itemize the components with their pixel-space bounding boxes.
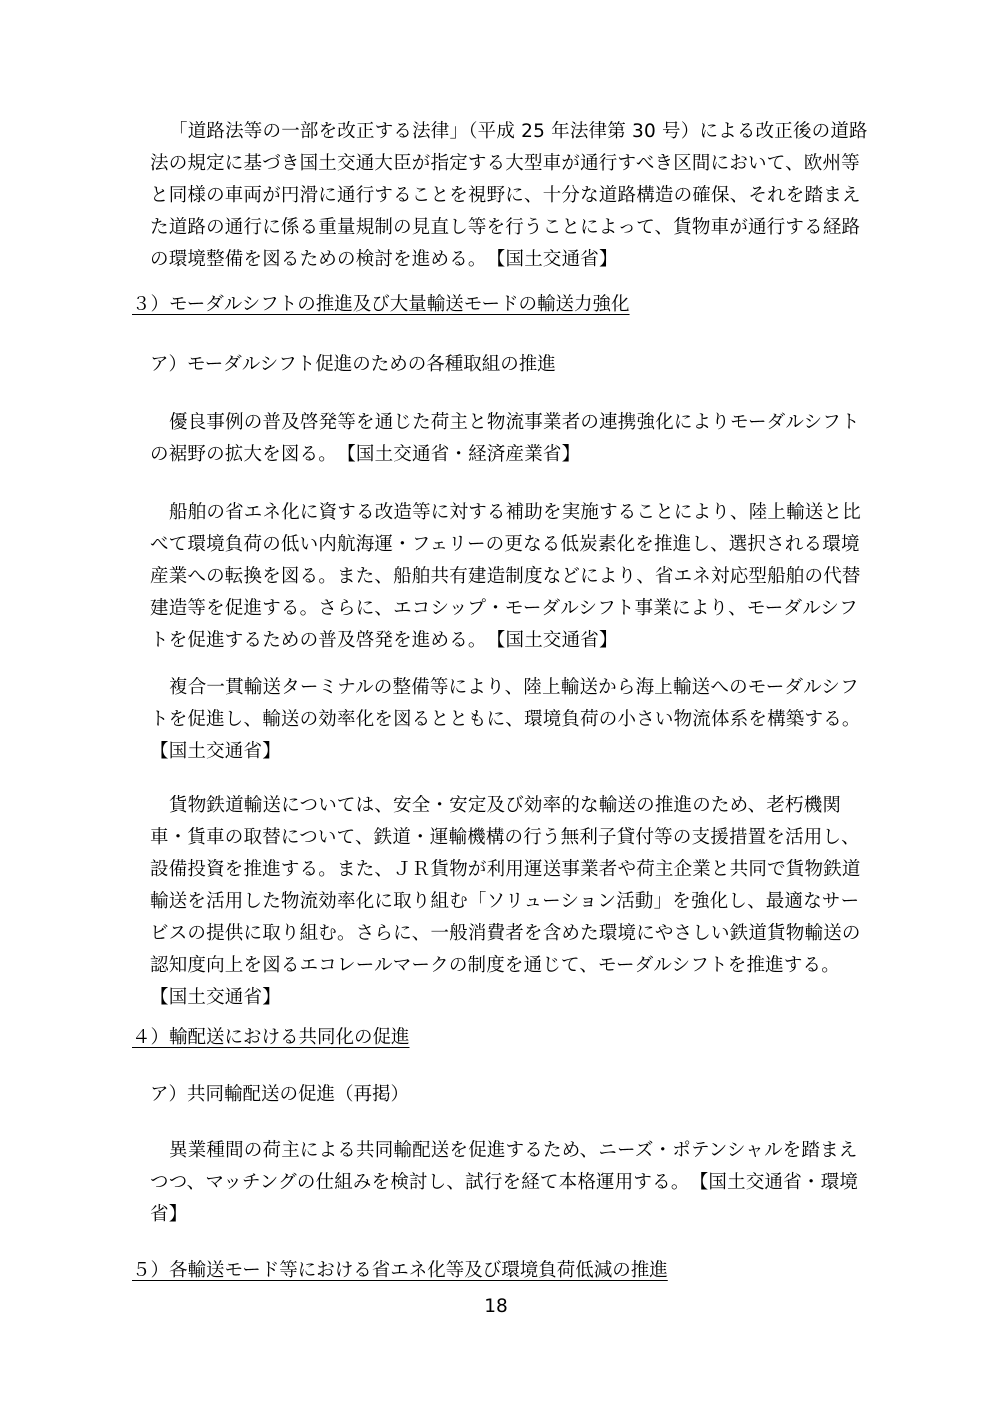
section-heading-3: ３）モーダルシフトの推進及び大量輸送モードの輸送力強化 — [132, 294, 630, 315]
section-heading-5: ５）各輸送モード等における省エネ化等及び環境負荷低減の推進 — [132, 1260, 668, 1281]
paragraph-road-law: 「道路法等の一部を改正する法律」（平成 25 年法律第 30 号）による改正後の道路法の規定に基づき国土交通大臣が指定する大型車が通行すべき区間において、欧州等と同様の車両が円滑に通行することを視野に、十分な道路構造の確保、それを踏まえた道路の通行に係る重量規制の見直し等を行うことによって、貨物車が通行する経路の環境整備を図るための検討を進める。 【国土交通省】 — [150, 121, 868, 270]
paragraph-modal-shift-best-practice: 優良事例の普及啓発等を通じた荷主と物流事業者の連携強化によりモーダルシフトの裾野の拡大を図る。 【国土交通省・経済産業省】 — [150, 412, 860, 465]
paragraph-intermodal-terminal: 複合一貫輸送ターミナルの整備等により、陸上輸送から海上輸送へのモーダルシフトを促進し、輸送の効率化を図るとともに、環境負荷の小さい物流体系を構築する。【国土交通省】 — [150, 677, 861, 762]
subsection-heading-3a: ア）モーダルシフト促進のための各種取組の推進 — [150, 354, 556, 375]
section-heading-4: ４）輸配送における共同化の促進 — [132, 1027, 410, 1048]
paragraph-rail-freight: 貨物鉄道輸送については、安全・安定及び効率的な輸送の推進のため、老朽機関車・貨車の取替について、鉄道・運輸機構の行う無利子貸付等の支援措置を活用し、設備投資を推進する。また、ＪＲ貨物が利用運送事業者や荷主企業と共同で貨物鉄道輸送を活用した物流効率化に取り組む「ソリューション活動」を強化し、最適なサービスの提供に取り組む。さらに、一般消費者を含めた環境にやさしい鉄道貨物輸送の認知度向上を図るエコレールマークの制度を通じて、モーダルシフトを推進する。 【国土交通省】 — [150, 795, 861, 1008]
paragraph-joint-delivery: 異業種間の荷主による共同輸配送を促進するため、ニーズ・ポテンシャルを踏まえつつ、マッチングの仕組みを検討し、試行を経て本格運用する。 【国土交通省・環境省】 — [150, 1140, 859, 1225]
paragraph-ship-energy: 船舶の省エネ化に資する改造等に対する補助を実施することにより、陸上輸送と比べて環境負荷の低い内航海運・フェリーの更なる低炭素化を推進し、選択される環境産業への転換を図る。また、船舶共有建造制度などにより、省エネ対応型船舶の代替建造等を促進する。さらに、エコシップ・モーダルシフト事業により、モーダルシフトを促進するための普及啓発を進める。 【国土交通省】 — [150, 502, 861, 651]
page-number: 18 — [484, 1296, 508, 1317]
subsection-heading-4a: ア）共同輸配送の促進（再掲） — [150, 1084, 410, 1105]
